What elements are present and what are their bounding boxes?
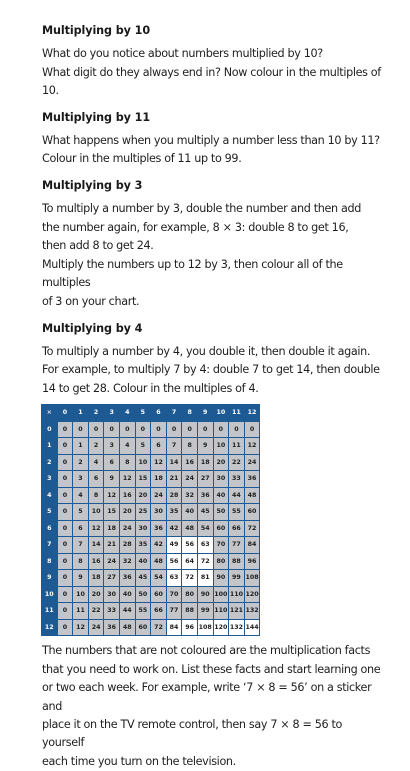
footer-text-line: or two each week. For example, write ‘7 × 8 = 56’ on a sticker and: [42, 681, 372, 713]
grid-product-cell: 24: [89, 620, 104, 636]
grid-product-cell: 48: [245, 488, 260, 504]
grid-product-cell: 0: [245, 422, 260, 438]
grid-product-cell: 33: [104, 603, 119, 619]
grid-product-cell: 0: [104, 422, 119, 438]
grid-product-cell: 70: [167, 587, 182, 603]
grid-product-cell: 28: [120, 537, 135, 553]
grid-product-cell: 77: [167, 603, 182, 619]
section-text-line: Colour in the multiples of 11 up to 99.: [42, 152, 242, 166]
grid-product-cell: 30: [136, 521, 151, 537]
grid-row: [42, 554, 259, 570]
section-multiplying-by-3: [42, 177, 382, 312]
grid-product-cell: 0: [58, 554, 73, 570]
grid-product-cell: 18: [198, 455, 213, 471]
grid-column-header: 12: [245, 405, 260, 421]
grid-row: [42, 488, 259, 504]
grid-row: [42, 504, 259, 520]
grid-product-cell: 18: [104, 521, 119, 537]
grid-product-cell: 6: [73, 521, 88, 537]
grid-product-cell: 63: [198, 537, 213, 553]
grid-product-cell: 132: [245, 603, 260, 619]
grid-row-header: 4: [42, 488, 57, 504]
grid-product-cell: 4: [89, 455, 104, 471]
grid-product-cell: 84: [167, 620, 182, 636]
grid-product-cell: 48: [182, 521, 197, 537]
grid-product-cell: 24: [182, 471, 197, 487]
grid-column-header: 2: [89, 405, 104, 421]
grid-product-cell: 0: [58, 537, 73, 553]
grid-product-cell: 35: [136, 537, 151, 553]
grid-product-cell: 40: [182, 504, 197, 520]
grid-row-header: 11: [42, 603, 57, 619]
grid-column-header: 8: [182, 405, 197, 421]
grid-product-cell: 22: [229, 455, 244, 471]
section-multiplying-by-10: [42, 22, 382, 101]
grid-row: [42, 620, 259, 636]
grid-product-cell: 5: [136, 438, 151, 454]
grid-product-cell: 30: [214, 471, 229, 487]
grid-product-cell: 6: [104, 455, 119, 471]
grid-column-header: 11: [229, 405, 244, 421]
grid-product-cell: 120: [245, 587, 260, 603]
grid-product-cell: 0: [229, 422, 244, 438]
grid-product-cell: 0: [89, 422, 104, 438]
grid-product-cell: 9: [73, 570, 88, 586]
grid-product-cell: 16: [120, 488, 135, 504]
grid-product-cell: 99: [198, 603, 213, 619]
grid-product-cell: 90: [214, 570, 229, 586]
grid-product-cell: 16: [89, 554, 104, 570]
grid-product-cell: 55: [229, 504, 244, 520]
section-multiplying-by-4: [42, 320, 382, 399]
grid-column-header: 4: [120, 405, 135, 421]
grid-product-cell: 2: [89, 438, 104, 454]
section-heading: Multiplying by 11: [42, 110, 151, 124]
section-heading: Multiplying by 3: [42, 178, 143, 192]
grid-product-cell: 35: [167, 504, 182, 520]
grid-product-cell: 110: [214, 603, 229, 619]
grid-product-cell: 36: [198, 488, 213, 504]
grid-product-cell: 120: [214, 620, 229, 636]
grid-row: [42, 422, 259, 438]
grid-row: [42, 471, 259, 487]
footer-instructions: [42, 642, 382, 771]
grid-product-cell: 50: [136, 587, 151, 603]
grid-product-cell: 33: [229, 471, 244, 487]
footer-text-line: each time you turn on the television.: [42, 754, 236, 768]
section-text-line: What happens when you multiply a number less than 10 by 11?: [42, 133, 380, 147]
grid-product-cell: 99: [229, 570, 244, 586]
grid-product-cell: 9: [104, 471, 119, 487]
grid-product-cell: 0: [58, 504, 73, 520]
grid-product-cell: 60: [151, 587, 166, 603]
grid-product-cell: 11: [229, 438, 244, 454]
grid-product-cell: 144: [245, 620, 260, 636]
grid-product-cell: 100: [214, 587, 229, 603]
grid-product-cell: 4: [73, 488, 88, 504]
grid-column-header: 7: [167, 405, 182, 421]
grid-product-cell: 10: [73, 587, 88, 603]
grid-product-cell: 0: [58, 570, 73, 586]
grid-product-cell: 24: [120, 521, 135, 537]
grid-product-cell: 0: [136, 422, 151, 438]
grid-product-cell: 0: [120, 422, 135, 438]
grid-row-header: 5: [42, 504, 57, 520]
grid-product-cell: 60: [136, 620, 151, 636]
grid-product-cell: 50: [214, 504, 229, 520]
grid-product-cell: 20: [136, 488, 151, 504]
grid-product-cell: 45: [198, 504, 213, 520]
section-text-line: To multiply a number by 4, you double it, then double it again.: [42, 344, 371, 358]
section-text-line: 14 to get 28. Colour in the multiples of 4.: [42, 381, 259, 395]
section-text-line: the number again, for example, 8 × 3: double 8 to get 16,: [42, 220, 349, 234]
grid-product-cell: 40: [214, 488, 229, 504]
grid-product-cell: 28: [167, 488, 182, 504]
grid-product-cell: 11: [73, 603, 88, 619]
grid-product-cell: 6: [89, 471, 104, 487]
section-text-line: For example, to multiply 7 by 4: double 7 to get 14, then double: [42, 363, 380, 377]
grid-product-cell: 0: [58, 422, 73, 438]
grid-product-cell: 0: [73, 422, 88, 438]
grid-product-cell: 24: [151, 488, 166, 504]
grid-product-cell: 30: [151, 504, 166, 520]
section-heading: Multiplying by 10: [42, 24, 151, 37]
grid-column-header: 0: [58, 405, 73, 421]
section-text-line: of 3 on your chart.: [42, 294, 140, 308]
grid-product-cell: 42: [167, 521, 182, 537]
grid-product-cell: 56: [182, 537, 197, 553]
grid-product-cell: 3: [73, 471, 88, 487]
grid-product-cell: 0: [58, 438, 73, 454]
grid-product-cell: 36: [120, 570, 135, 586]
grid-product-cell: 4: [120, 438, 135, 454]
footer-text-line: that you need to work on. List these facts and start learning one: [42, 662, 381, 676]
footer-text-line: place it on the TV remote control, then say 7 × 8 = 56 to yourself: [42, 717, 343, 750]
grid-product-cell: 36: [245, 471, 260, 487]
grid-product-cell: 18: [151, 471, 166, 487]
grid-product-cell: 96: [182, 620, 197, 636]
grid-product-cell: 6: [151, 438, 166, 454]
grid-product-cell: 0: [58, 620, 73, 636]
grid-product-cell: 15: [104, 504, 119, 520]
grid-product-cell: 88: [182, 603, 197, 619]
grid-product-cell: 0: [151, 422, 166, 438]
grid-product-cell: 72: [245, 521, 260, 537]
footer-text-line: The numbers that are not coloured are the multiplication facts: [42, 644, 371, 658]
grid-product-cell: 36: [104, 620, 119, 636]
grid-product-cell: 16: [182, 455, 197, 471]
grid-product-cell: 1: [73, 438, 88, 454]
grid-product-cell: 0: [58, 603, 73, 619]
grid-product-cell: 0: [214, 422, 229, 438]
grid-product-cell: 54: [198, 521, 213, 537]
grid-product-cell: 32: [120, 554, 135, 570]
grid-product-cell: 70: [214, 537, 229, 553]
grid-product-cell: 12: [73, 620, 88, 636]
grid-product-cell: 22: [89, 603, 104, 619]
section-text-line: then add 8 to get 24.: [42, 239, 154, 253]
grid-product-cell: 90: [198, 587, 213, 603]
grid-product-cell: 3: [104, 438, 119, 454]
grid-row: [42, 455, 259, 471]
grid-corner-symbol: ×: [42, 405, 57, 421]
grid-product-cell: 66: [229, 521, 244, 537]
grid-row-header: 0: [42, 422, 57, 438]
grid-product-cell: 72: [182, 570, 197, 586]
grid-row: [42, 603, 259, 619]
grid-product-cell: 44: [120, 603, 135, 619]
grid-row: [42, 521, 259, 537]
grid-product-cell: 14: [89, 537, 104, 553]
grid-product-cell: 14: [167, 455, 182, 471]
grid-product-cell: 21: [104, 537, 119, 553]
grid-product-cell: 42: [151, 537, 166, 553]
grid-product-cell: 8: [120, 455, 135, 471]
multiplication-grid: [41, 404, 260, 636]
grid-product-cell: 21: [167, 471, 182, 487]
grid-product-cell: 66: [151, 603, 166, 619]
grid-row-header: 8: [42, 554, 57, 570]
grid-product-cell: 132: [229, 620, 244, 636]
worksheet-page: [42, 22, 382, 771]
grid-product-cell: 80: [214, 554, 229, 570]
grid-product-cell: 64: [182, 554, 197, 570]
grid-product-cell: 36: [151, 521, 166, 537]
grid-product-cell: 12: [151, 455, 166, 471]
grid-product-cell: 48: [120, 620, 135, 636]
grid-product-cell: 7: [73, 537, 88, 553]
grid-product-cell: 12: [245, 438, 260, 454]
grid-product-cell: 84: [245, 537, 260, 553]
grid-product-cell: 72: [151, 620, 166, 636]
grid-product-cell: 27: [198, 471, 213, 487]
section-heading: Multiplying by 4: [42, 321, 143, 335]
grid-product-cell: 20: [89, 587, 104, 603]
section-text-line: To multiply a number by 3, double the number and then add: [42, 201, 361, 215]
grid-row-header: 6: [42, 521, 57, 537]
grid-product-cell: 12: [120, 471, 135, 487]
grid-product-cell: 49: [167, 537, 182, 553]
grid-product-cell: 77: [229, 537, 244, 553]
section-text-line: What digit do they always end in? Now colour in the multiples of 10.: [42, 65, 381, 98]
grid-product-cell: 110: [229, 587, 244, 603]
grid-product-cell: 0: [58, 521, 73, 537]
grid-product-cell: 0: [58, 488, 73, 504]
grid-row: [42, 537, 259, 553]
grid-product-cell: 18: [89, 570, 104, 586]
grid-column-header: 9: [198, 405, 213, 421]
grid-header-row: [42, 405, 259, 421]
grid-row-header: 7: [42, 537, 57, 553]
grid-product-cell: 9: [198, 438, 213, 454]
grid-product-cell: 20: [214, 455, 229, 471]
grid-product-cell: 25: [136, 504, 151, 520]
grid-product-cell: 20: [120, 504, 135, 520]
grid-product-cell: 88: [229, 554, 244, 570]
grid-product-cell: 54: [151, 570, 166, 586]
grid-product-cell: 96: [245, 554, 260, 570]
grid-product-cell: 80: [182, 587, 197, 603]
grid-product-cell: 72: [198, 554, 213, 570]
grid-product-cell: 15: [136, 471, 151, 487]
grid-row: [42, 438, 259, 454]
section-text-line: What do you notice about numbers multiplied by 10?: [42, 47, 323, 60]
grid-row: [42, 587, 259, 603]
grid-product-cell: 108: [198, 620, 213, 636]
grid-product-cell: 60: [245, 504, 260, 520]
grid-product-cell: 24: [104, 554, 119, 570]
grid-product-cell: 81: [198, 570, 213, 586]
grid-product-cell: 108: [245, 570, 260, 586]
grid-product-cell: 56: [167, 554, 182, 570]
grid-product-cell: 8: [89, 488, 104, 504]
grid-product-cell: 12: [89, 521, 104, 537]
grid-row-header: 10: [42, 587, 57, 603]
grid-product-cell: 7: [167, 438, 182, 454]
grid-product-cell: 8: [182, 438, 197, 454]
grid-product-cell: 10: [214, 438, 229, 454]
grid-product-cell: 12: [104, 488, 119, 504]
grid-product-cell: 45: [136, 570, 151, 586]
grid-row-header: 9: [42, 570, 57, 586]
grid-product-cell: 55: [136, 603, 151, 619]
grid-product-cell: 0: [58, 455, 73, 471]
grid-row-header: 2: [42, 455, 57, 471]
grid-product-cell: 27: [104, 570, 119, 586]
grid-product-cell: 0: [58, 587, 73, 603]
section-multiplying-by-11: [42, 109, 382, 169]
grid-product-cell: 24: [245, 455, 260, 471]
grid-column-header: 1: [73, 405, 88, 421]
grid-product-cell: 10: [136, 455, 151, 471]
grid-product-cell: 121: [229, 603, 244, 619]
grid-column-header: 6: [151, 405, 166, 421]
grid-column-header: 3: [104, 405, 119, 421]
grid-row: [42, 570, 259, 586]
grid-product-cell: 40: [120, 587, 135, 603]
grid-product-cell: 32: [182, 488, 197, 504]
section-text-line: Multiply the numbers up to 12 by 3, then colour all of the multiples: [42, 257, 343, 290]
grid-product-cell: 63: [167, 570, 182, 586]
grid-product-cell: 8: [73, 554, 88, 570]
grid-product-cell: 0: [182, 422, 197, 438]
grid-product-cell: 0: [58, 471, 73, 487]
grid-row-header: 3: [42, 471, 57, 487]
grid-product-cell: 44: [229, 488, 244, 504]
grid-product-cell: 0: [167, 422, 182, 438]
grid-product-cell: 10: [89, 504, 104, 520]
grid-row-header: 1: [42, 438, 57, 454]
grid-product-cell: 30: [104, 587, 119, 603]
grid-row-header: 12: [42, 620, 57, 636]
grid-product-cell: 48: [151, 554, 166, 570]
grid-product-cell: 60: [214, 521, 229, 537]
grid-product-cell: 2: [73, 455, 88, 471]
grid-product-cell: 40: [136, 554, 151, 570]
grid-product-cell: 0: [198, 422, 213, 438]
grid-product-cell: 5: [73, 504, 88, 520]
grid-column-header: 10: [214, 405, 229, 421]
grid-column-header: 5: [136, 405, 151, 421]
